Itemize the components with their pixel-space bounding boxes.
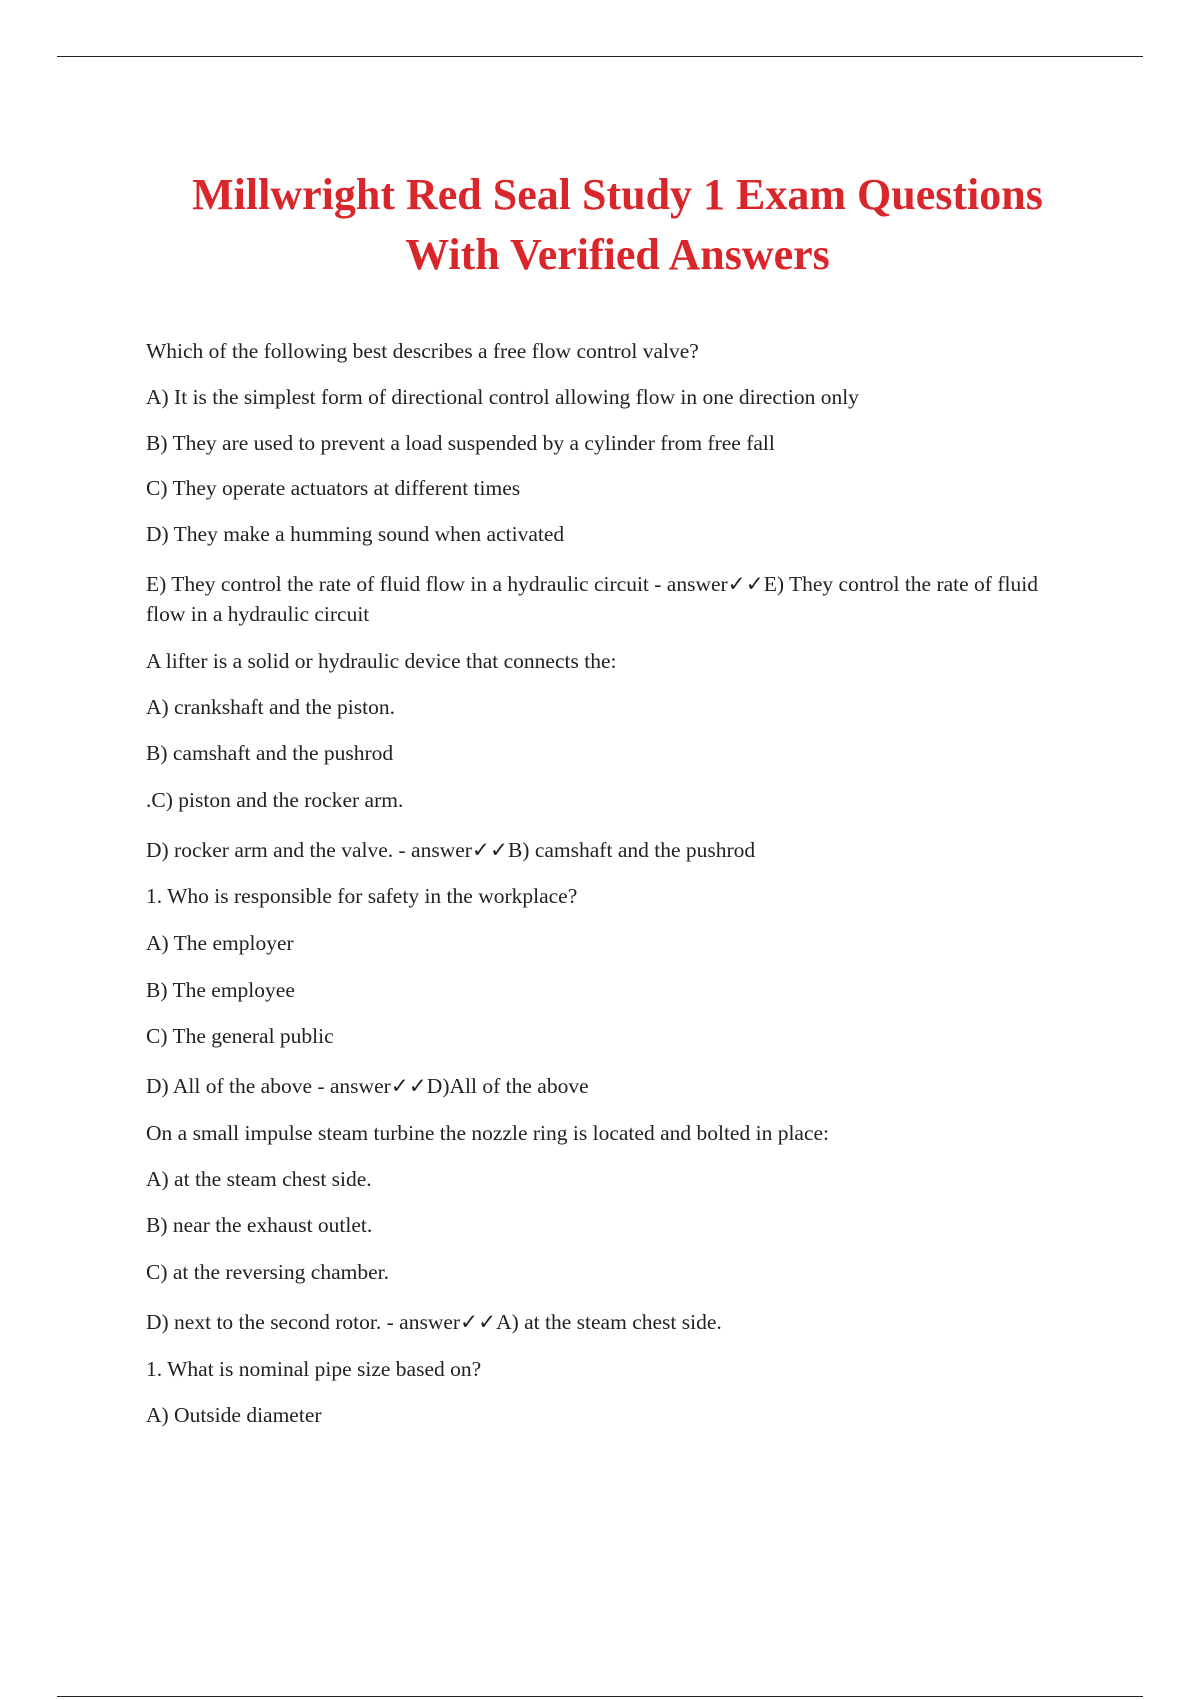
question-1-text: Which of the following best describes a free flow control valve? [146,339,699,363]
question-3-option-b: B) The employee [146,978,295,1002]
question-2-option-a: A) crankshaft and the piston. [146,695,395,719]
question-3-option-d-answer: D) All of the above - answer✓✓D)All of the above [146,1074,589,1098]
question-5-option-a: A) Outside diameter [146,1403,322,1427]
question-4-option-c: C) at the reversing chamber. [146,1260,389,1284]
question-5-text: 1. What is nominal pipe size based on? [146,1357,482,1381]
title-line-2: With Verified Answers [405,230,830,279]
top-rule [57,56,1143,57]
question-1-option-c: C) They operate actuators at different times [146,476,521,500]
question-1-option-b: B) They are used to prevent a load suspended by a cylinder from free fall [146,431,775,455]
bottom-rule [57,1696,1143,1697]
question-1-option-e-answer: E) They control the rate of fluid flow in a hydraulic circuit - answer✓✓E) They control the rate of fluid flow in a hydraulic circuit [146,572,1038,626]
question-2-option-c: .C) piston and the rocker arm. [146,788,404,812]
question-3-text: 1. Who is responsible for safety in the workplace? [146,884,578,908]
question-4-option-b: B) near the exhaust outlet. [146,1213,373,1237]
question-2-option-d-answer: D) rocker arm and the valve. - answer✓✓B) camshaft and the pushrod [146,838,756,862]
title-line-1: Millwright Red Seal Study 1 Exam Questions [192,170,1043,219]
question-3-option-a: A) The employer [146,931,294,955]
question-1-option-d: D) They make a humming sound when activated [146,522,565,546]
question-4-text: On a small impulse steam turbine the nozzle ring is located and bolted in place: [146,1121,830,1145]
question-1-option-a: A) It is the simplest form of directional control allowing flow in one direction only [146,385,859,409]
document-title [100,165,1135,285]
question-4-option-d-answer: D) next to the second rotor. - answer✓✓A) at the steam chest side. [146,1310,722,1334]
question-3-option-c: C) The general public [146,1024,334,1048]
question-4-option-a: A) at the steam chest side. [146,1167,372,1191]
question-2-option-b: B) camshaft and the pushrod [146,741,394,765]
question-2-text: A lifter is a solid or hydraulic device that connects the: [146,649,617,673]
